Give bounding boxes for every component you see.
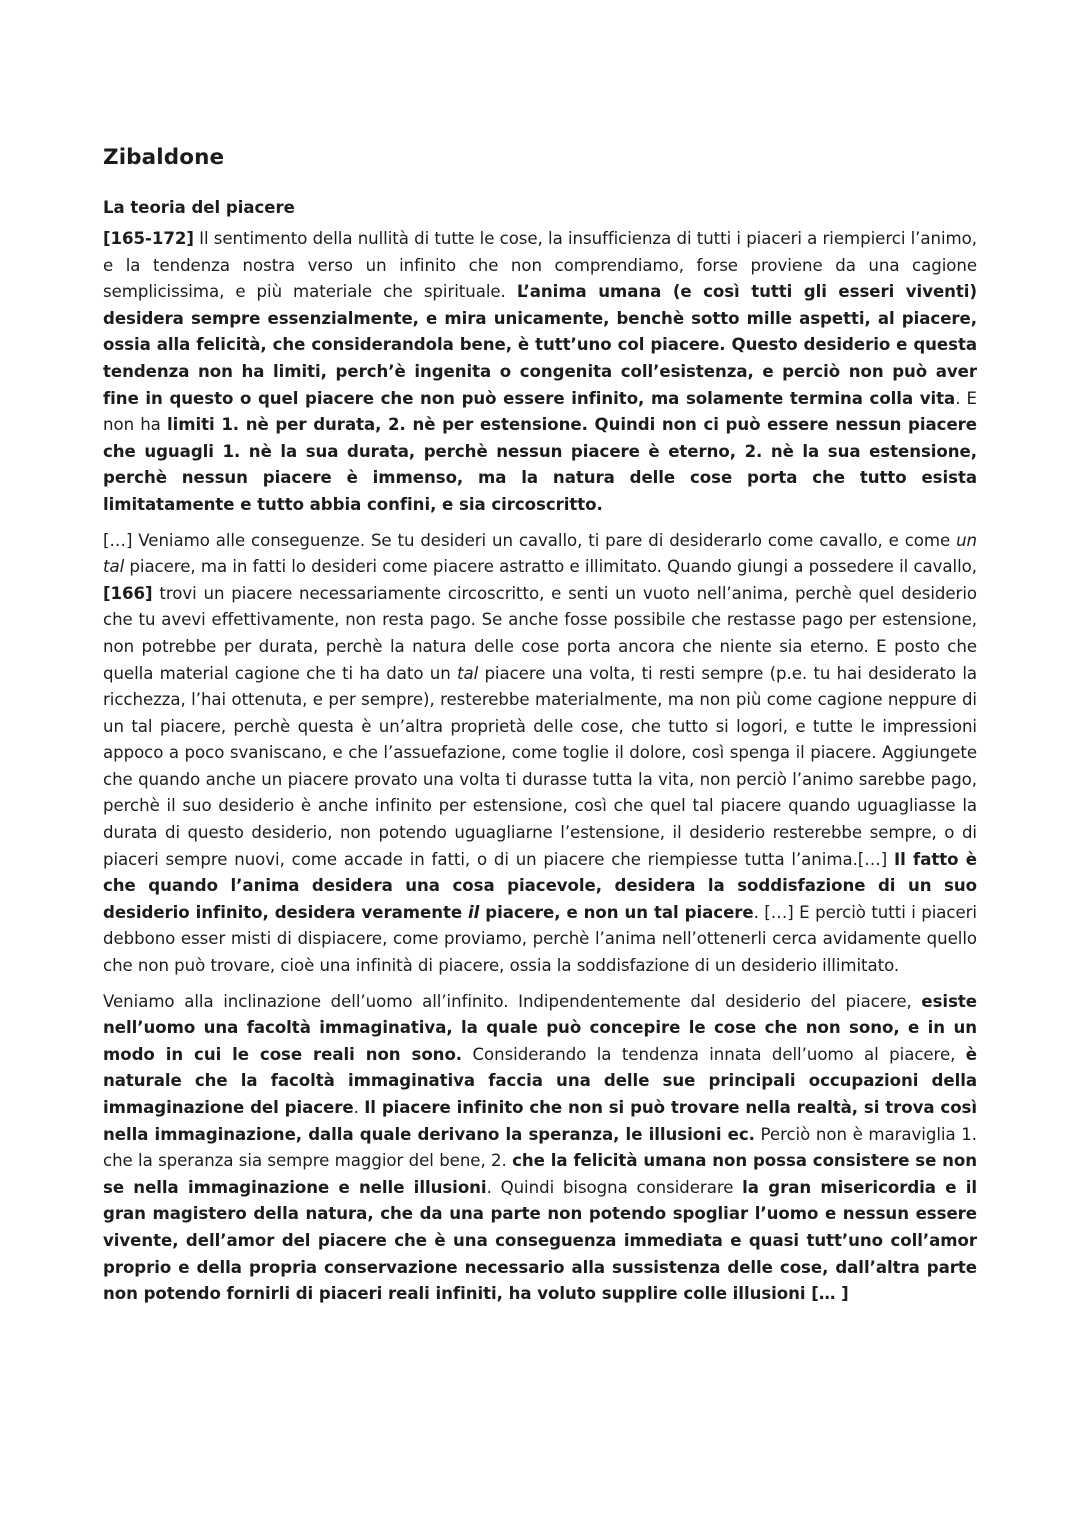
text-run: piacere, e non un tal piacere — [479, 902, 754, 922]
text-run: Il piacere infinito che non si può trovare nella realtà, si trova così nella immaginazione, dalla quale derivano la speranza, le illusioni ec. — [103, 1098, 978, 1144]
text-run: piacere una volta, ti resti sempre (p.e. tu hai desiderato la ricchezza, l’hai ottenuta, e per sempre), resterebbe materialmente, ma non più come cagione neppure di un tal piacere, perchè questa è un’altra proprietà delle cose, che tutto si logori, e tutte le impressioni appoco a poco svaniscano, e che l’assuefazione, come toglie il dolore, così spenga il piacere. Aggiungete che quando anche un piacere provato una volta ti durasse tutta la vita, non perciò l’animo sarebbe pago, perchè il suo desiderio è anche infinito per estensione, così che quel tal piacere quando uguagliasse la durata di questo desiderio, non potendo uguagliarne l’estensione, il desiderio resterebbe sempre, o di piaceri sempre nuovi, come accade in fatti, o di un piacere che riempiesse tutta l’anima.[…] — [103, 663, 977, 869]
text-run: . E non ha — [103, 388, 977, 435]
text-run: [165-172] — [103, 229, 194, 248]
text-run: tal — [457, 663, 479, 683]
text-run: [166] — [103, 583, 153, 603]
text-run: limiti 1. nè per durata, 2. nè per estensione. Quindi non ci può essere nessun piacere che uguagli 1. nè la sua durata, perchè nessun piacere è eterno, 2. nè la sua estensione, perchè nessun piacere è immenso, ma la natura delle cose porta che tutto esista limitatamente e tutto abbia confini, e sia circoscritto. — [103, 415, 977, 514]
text-run: . […] E perciò tutti i piaceri debbono esser misti di dispiacere, come proviamo, perchè l’anima nell’ottenerli cerca avidamente quello che non può trovare, cioè una infinità di piacere, ossia la soddisfazione di un desiderio illimitato. — [103, 902, 977, 976]
text-run: Considerando la tendenza innata dell’uomo al piacere, — [462, 1044, 966, 1064]
text-run: è naturale che la facoltà immaginativa faccia una delle sue principali occupazioni della immaginazione del piacere — [103, 1044, 977, 1117]
text-run: […] Veniamo alle conseguenze. Se tu desideri un cavallo, ti pare di desiderarlo come cavallo, e come — [103, 530, 957, 550]
text-run: trovi un piacere necessariamente circoscritto, e senti un vuoto nell’anima, perchè quel desiderio che tu avevi effettivamente, non resta pago. Se anche fosse possibile che restasse pago per estensione, non potrebbe per durata, perchè la natura delle cose porta ancora che niente sia eterno. E posto che quella material cagione che ti ha dato un — [103, 583, 977, 683]
text-run: Il fatto è che quando l’anima desidera una cosa piacevole, desidera la soddisfazione di un suo desiderio infinito, desidera veramente — [103, 849, 977, 922]
text-run: . Quindi bisogna considerare — [486, 1177, 743, 1197]
text-run: . — [353, 1098, 365, 1117]
text-run: un tal — [103, 530, 977, 577]
text-run: Il sentimento della nullità di tutte le cose, la insufficienza di tutti i piaceri a riempierci l’animo, e la tendenza nostra verso un infinito che non comprendiamo, forse proviene da una cagione semplicissima, e più materiale che spirituale. — [103, 229, 977, 302]
paragraph-1 — [103, 226, 977, 519]
text-run: che la felicità umana non possa consistere se non se nella immaginazione e nelle illusioni — [103, 1151, 977, 1197]
text-run: la gran misericordia e il gran magistero della natura, che da una parte non potendo spogliar l’uomo e nessun essere vivente, dell’amor del piacere che è una conseguenza immediata e quasi tutt’uno coll’amor proprio e della propria conservazione necessario alla sussistenza delle cose, dall’altra parte non potendo fornirli di piaceri reali infiniti, ha voluto supplire colle illusioni [… ] — [103, 1177, 977, 1304]
text-run: il — [468, 902, 480, 922]
text-run: piacere, ma in fatti lo desideri come piacere astratto e illimitato. Quando giungi a possedere il cavallo, — [124, 557, 977, 577]
section-heading: La teoria del piacere — [103, 198, 295, 217]
text-run: Veniamo alla inclinazione dell’uomo all’infinito. Indipendentemente dal desiderio del piacere, — [103, 991, 922, 1011]
paragraph-2 — [103, 528, 977, 980]
document-title: Zibaldone — [103, 145, 225, 170]
text-run: L’anima umana (e così tutti gli esseri viventi) desidera sempre essenzialmente, e mira unicamente, benchè sotto mille aspetti, al piacere, ossia alla felicità, che considerandola bene, è tutt’uno col piacere. Questo desiderio e questa tendenza non ha limiti, perch’è ingenita o congenita coll’esistenza, e perciò non può aver fine in questo o quel piacere che non può essere infinito, ma solamente termina colla vita — [103, 282, 977, 408]
paragraph-3 — [103, 989, 977, 1308]
text-run: Perciò non è maraviglia 1. che la speranza sia sempre maggior del bene, 2. — [103, 1124, 977, 1171]
text-run: esiste nell’uomo una facoltà immaginativa, la quale può concepire le cose che non sono, e in un modo in cui le cose reali non sono. — [103, 991, 977, 1064]
